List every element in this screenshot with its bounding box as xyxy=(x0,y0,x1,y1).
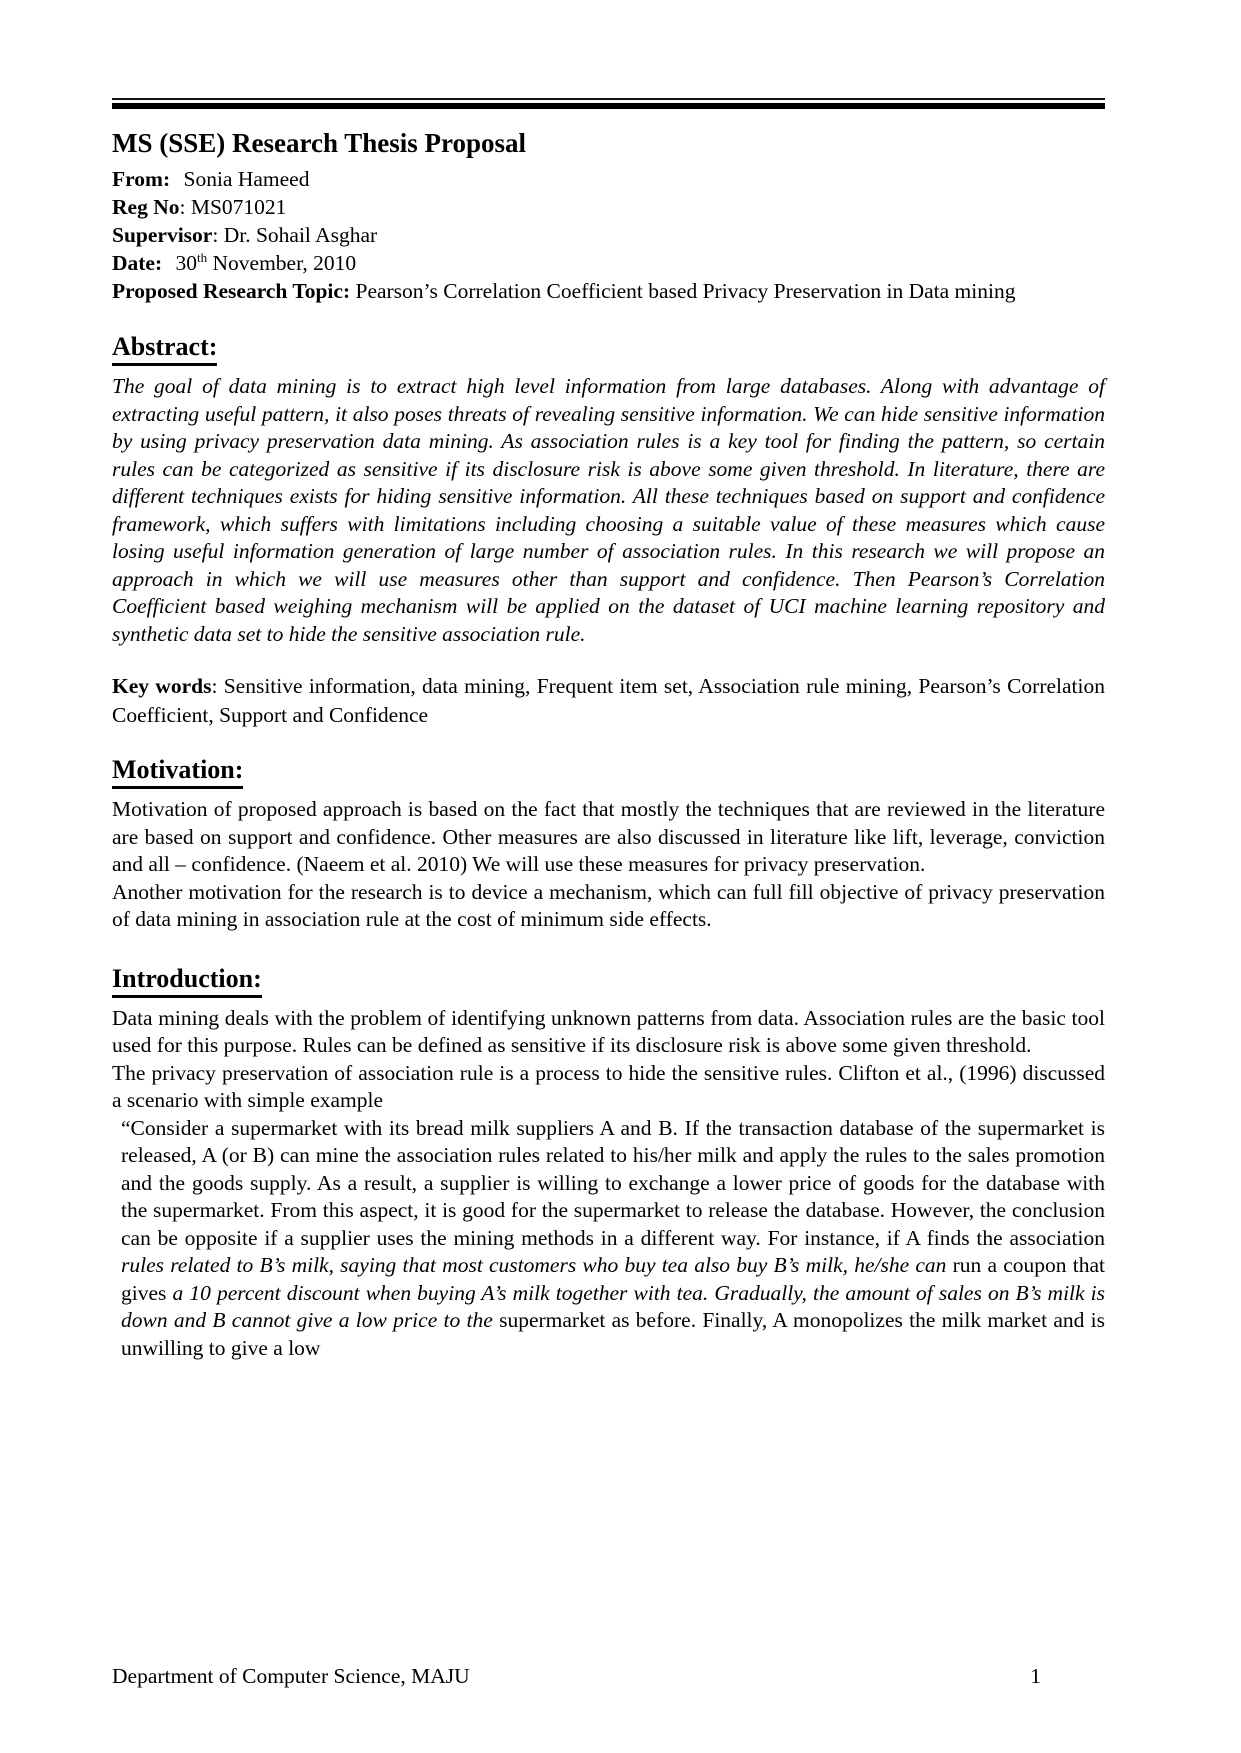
research-topic-label: Proposed Research Topic: xyxy=(112,279,351,303)
motivation-heading: Motivation: xyxy=(112,755,243,789)
research-topic-value: Pearson’s Correlation Coefficient based Privacy Preservation in Data mining xyxy=(355,279,1016,303)
rule-thin xyxy=(112,98,1105,100)
motivation-paragraph-2: Another motivation for the research is to device a mechanism, which can full fill objective of privacy preservation of data mining in association rule at the cost of minimum side effects. xyxy=(112,879,1105,931)
supermarket-quote-paragraph: “Consider a supermarket with its bread milk suppliers A and B. If the transaction database of the supermarket is released, A (or B) can mine the association rules related to his/her milk and apply the rules to the sales promotion and the goods supply. As a result, a supplier is willing to exchange a lower price of goods for the database with the supermarket. From this aspect, it is good for the supermarket to release the database. However, the conclusion can be opposite if a supplier uses the mining methods in a different way. For instance, if A finds the association rules related to B’s milk, saying that most customers who buy tea also buy B’s milk, he/she can run a coupon that gives a 10 percent discount when buying A’s milk together with tea. Gradually, the amount of sales on B’s milk is down and B cannot give a low price to the supermarket as before. Finally, A monopolizes the milk market and is unwilling to give a low xyxy=(121,1115,1106,1360)
page-content xyxy=(112,98,1105,1362)
section-motivation xyxy=(112,755,1105,934)
abstract-body: The goal of data mining is to extract high level information from large databases. Along with advantage of extracting useful pattern, it also poses threats of revealing sensitive information. We can hide sensitive information by using privacy preservation data mining. As association rules is a key tool for finding the pattern, so certain rules can be categorized as sensitive if its disclosure risk is above some given threshold. In literature, there are different techniques exists for hiding sensitive information. All these techniques based on support and confidence framework, which suffers with limitations including choosing a suitable value of these measures which cause losing useful information generation of large number of association rules. In this research we will propose an approach in which we will use measures other than support and confidence. Then Pearson’s Correlation Coefficient based weighing mechanism will be applied on the dataset of UCI machine learning repository and synthetic data set to hide the sensitive association rule. xyxy=(112,374,1105,646)
introduction-paragraph-2: The privacy preservation of association rule is a process to hide the sensitive rules. Clifton et al., (1996) discussed a scenario with simple example xyxy=(112,1060,1105,1112)
field-date-value xyxy=(176,251,357,275)
field-supervisor-value: : Dr. Sohail Asghar xyxy=(212,223,378,247)
page-title: MS (SSE) Research Thesis Proposal xyxy=(112,128,527,158)
research-topic xyxy=(112,277,1105,306)
field-from-value: Sonia Hameed xyxy=(183,167,310,191)
field-from-label: From: xyxy=(112,167,171,191)
field-supervisor xyxy=(112,221,1105,249)
date-day: 30 xyxy=(175,251,198,275)
field-reg-no-label: Reg No xyxy=(112,195,180,219)
date-rest: November, 2010 xyxy=(207,251,357,275)
motivation-paragraph-1: Motivation of proposed approach is based on the fact that mostly the techniques that are reviewed in the literature are based on support and confidence. Other measures are also discussed in literature like lift, leverage, conviction and all – confidence. (Naeem et al. 2010) We will use these measures for privacy preservation. xyxy=(112,797,1105,876)
rule-thick xyxy=(112,103,1105,109)
field-reg-no-value: : MS071021 xyxy=(179,195,287,219)
introduction-heading: Introduction: xyxy=(112,964,262,998)
page-footer xyxy=(112,1662,1105,1690)
keywords-value: : Sensitive information, data mining, Frequent item set, Association rule mining, Pearson’s Correlation Coefficient, Support and Confidence xyxy=(112,674,1105,727)
motivation-body xyxy=(112,796,1105,934)
introduction-body xyxy=(112,1005,1105,1363)
footer-page-number: 1 xyxy=(1030,1664,1041,1688)
field-from xyxy=(112,165,1105,193)
section-introduction xyxy=(112,964,1105,1363)
footer-department: Department of Computer Science, MAJU xyxy=(112,1664,470,1688)
field-supervisor-label: Supervisor xyxy=(112,223,213,247)
keywords xyxy=(112,672,1105,729)
introduction-paragraph-1: Data mining deals with the problem of identifying unknown patterns from data. Association rules are the basic tool used for this purpose. Rules can be defined as sensitive if its disclosure risk is above some given threshold. xyxy=(112,1005,1105,1057)
top-double-rule xyxy=(112,98,1105,109)
field-reg-no xyxy=(112,193,1105,221)
field-date xyxy=(112,249,1105,277)
keywords-label: Key words xyxy=(112,674,212,698)
abstract-heading: Abstract: xyxy=(112,332,217,366)
date-ordinal: th xyxy=(197,249,208,265)
field-date-label: Date: xyxy=(112,251,163,275)
section-abstract xyxy=(112,332,1105,648)
